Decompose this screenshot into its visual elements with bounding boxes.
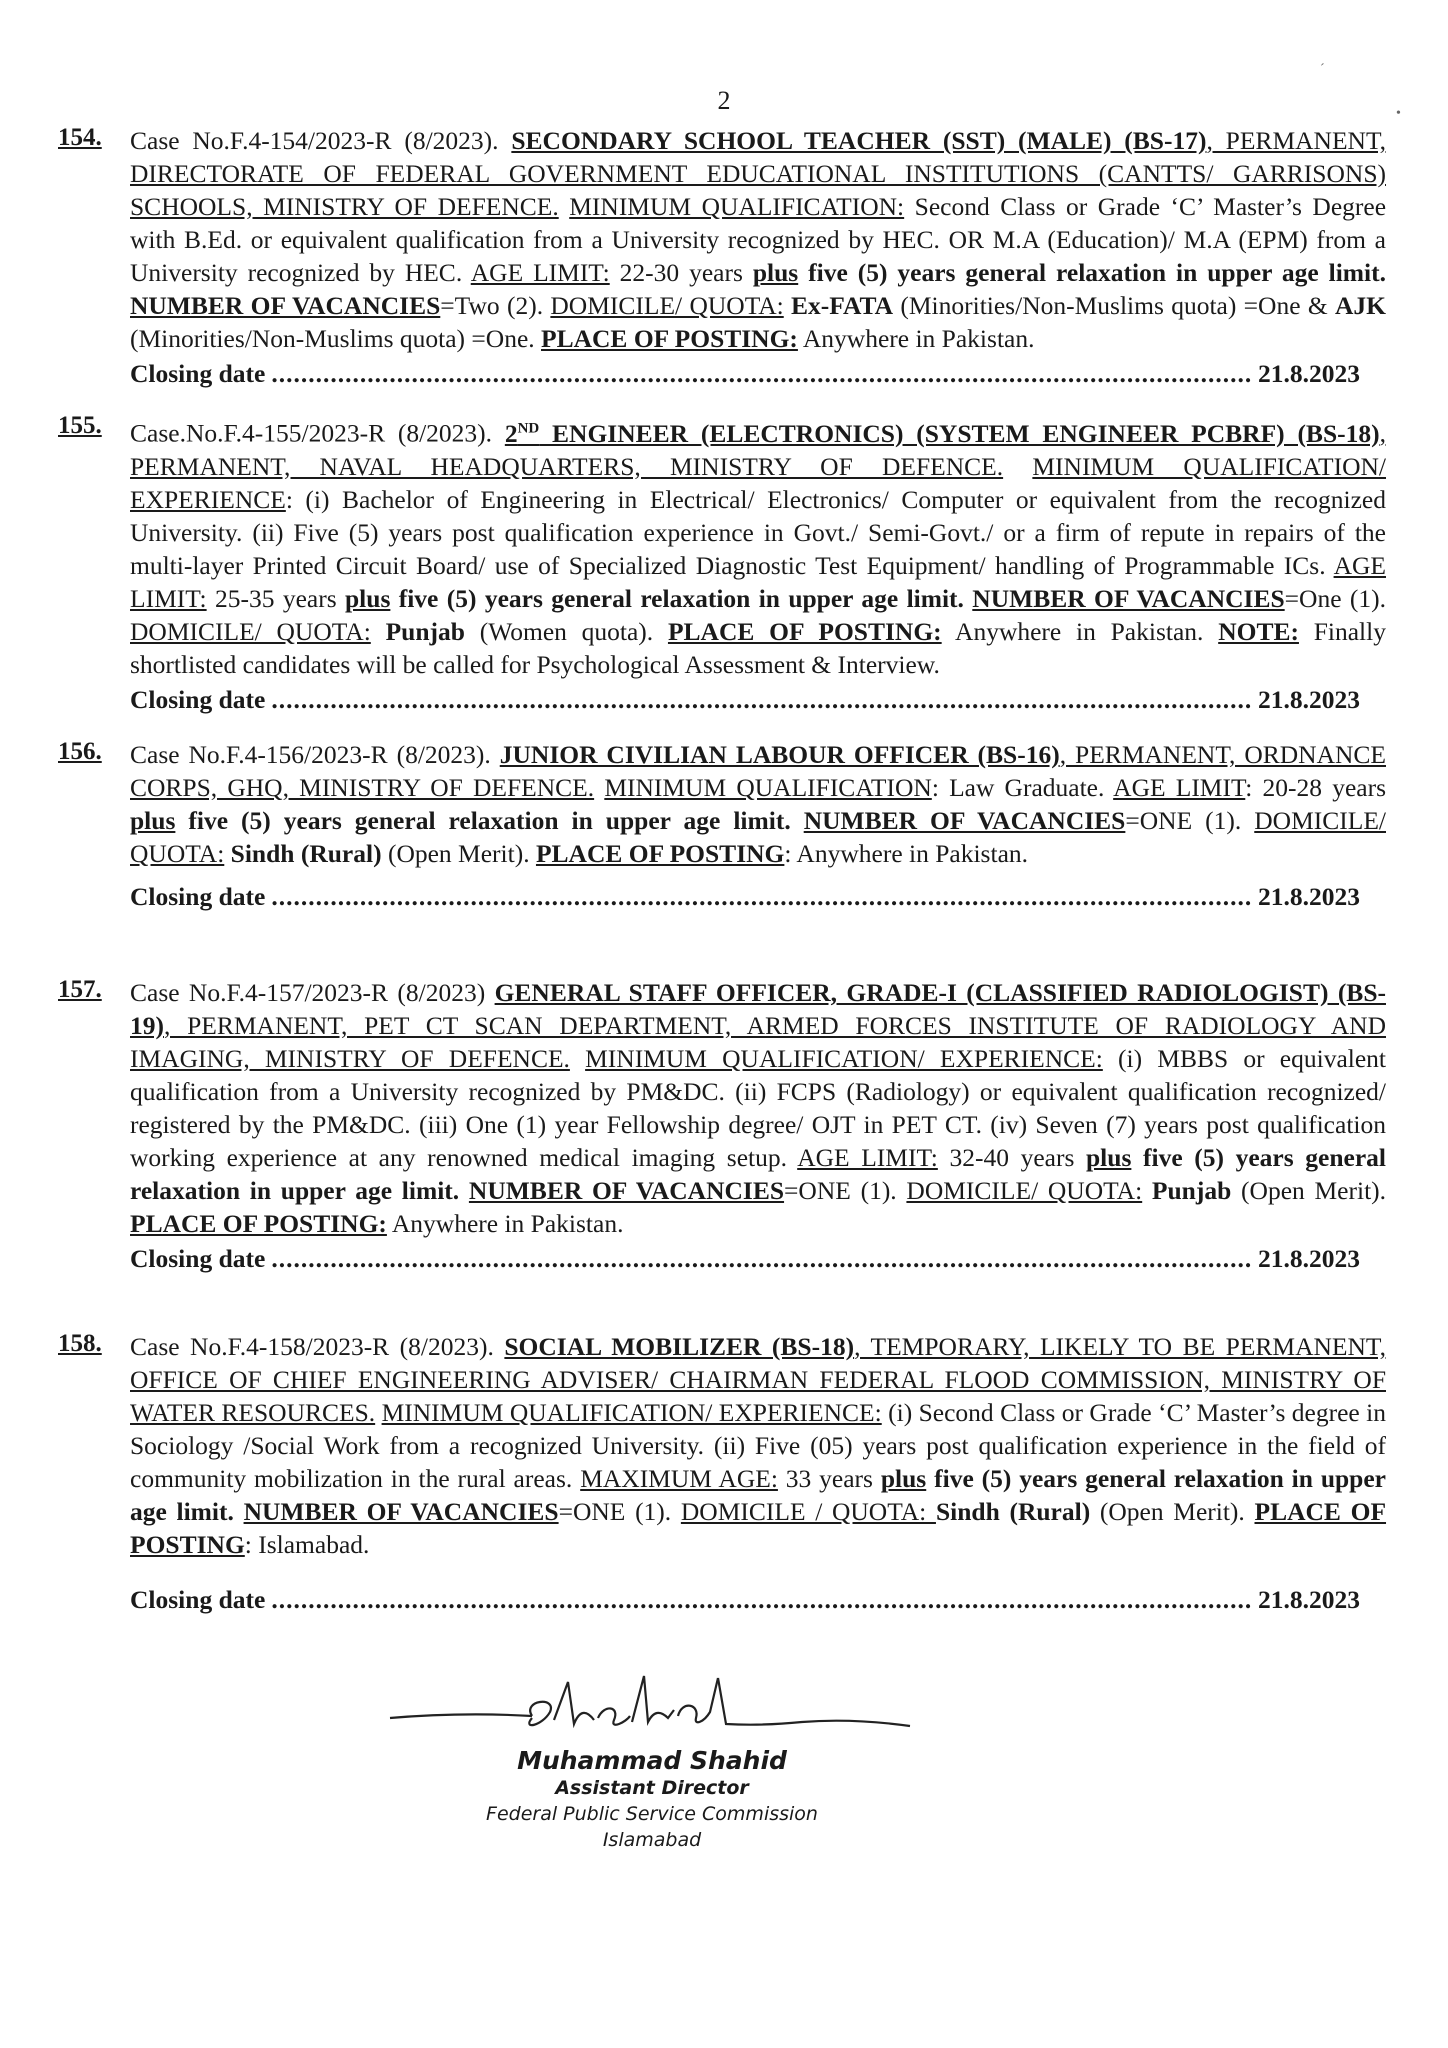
handwritten-signature bbox=[382, 1660, 922, 1740]
domicile-part: (Women quota). bbox=[464, 616, 668, 646]
domicile-part: Ex-FATA bbox=[783, 291, 894, 320]
vacancies-label: NUMBER OF VACANCIES bbox=[243, 1497, 559, 1526]
domicile-part: Punjab bbox=[1142, 1176, 1232, 1205]
vacancies-value: =ONE (1). bbox=[784, 1176, 907, 1205]
leader-dots bbox=[271, 683, 1252, 716]
qualification-label: MINIMUM QUALIFICATION/ EXPERIENCE: bbox=[381, 1398, 882, 1427]
entry-number: 157. bbox=[58, 976, 102, 1003]
posting-label: PLACE OF POSTING: bbox=[667, 616, 942, 646]
closing-date-line bbox=[130, 880, 1360, 913]
entry-number: 156. bbox=[58, 738, 102, 765]
entry-number: 154. bbox=[58, 124, 102, 151]
vacancies-label: NUMBER OF VACANCIES bbox=[972, 583, 1285, 613]
qualification-label: MINIMUM QUALIFICATION/ EXPERIENCE: bbox=[585, 1044, 1103, 1073]
case-number: Case No.F.4-158/2023-R (8/2023). bbox=[130, 1332, 505, 1361]
case-number: Case No.F.4-156/2023-R (8/2023). bbox=[130, 740, 500, 769]
domicile-part: (Open Merit). bbox=[381, 839, 536, 868]
vacancies-value: =One (1). bbox=[1284, 583, 1387, 613]
domicile-part: Sindh (Rural) bbox=[224, 839, 382, 868]
qualification-text: (i) Second Class or Grade ‘C’ Master’s degree in Sociology /Social Work from a recognized University. (ii) Five (05) years post qualification experience in the field of community mobilization in the rural areas. bbox=[130, 1398, 1386, 1493]
closing-date: 21.8.2023 bbox=[1258, 359, 1360, 388]
vacancies-label: NUMBER OF VACANCIES bbox=[803, 806, 1126, 835]
relaxation-text: five (5) years general relaxation in upper age limit. bbox=[130, 1464, 1386, 1526]
vacancy-entry-157 bbox=[58, 976, 1387, 1275]
post-title: GENERAL STAFF OFFICER, GRADE-I (CLASSIFIED RADIOLOGIST) (BS-19) bbox=[130, 978, 1386, 1040]
case-number: Case No.F.4-154/2023-R (8/2023). bbox=[130, 126, 512, 155]
post-ordinal: 2 bbox=[504, 418, 518, 448]
qualification-label: MINIMUM QUALIFICATION bbox=[604, 773, 932, 802]
note-label: NOTE: bbox=[1218, 616, 1299, 646]
post-details: , PERMANENT, PET CT SCAN DEPARTMENT, ARMED FORCES INSTITUTE OF RADIOLOGY AND IMAGING, MINISTRY OF DEFENCE. bbox=[130, 1011, 1386, 1073]
domicile-label: DOMICILE/ QUOTA: bbox=[130, 616, 371, 646]
qualification-text: : Law Graduate. bbox=[931, 773, 1114, 802]
posting-value: Anywhere in Pakistan. bbox=[797, 324, 1035, 353]
relaxation-text: five (5) years general relaxation in upper age limit. bbox=[130, 1143, 1386, 1205]
domicile-label: DOMICILE/ QUOTA: bbox=[906, 1176, 1143, 1205]
leader-dots bbox=[271, 880, 1252, 913]
domicile-part: AJK bbox=[1335, 291, 1386, 320]
post-details: , PERMANENT, ORDNANCE CORPS, GHQ, MINISTRY OF DEFENCE. bbox=[130, 740, 1386, 802]
scan-speck: • bbox=[1396, 106, 1401, 121]
posting-value: : Anywhere in Pakistan. bbox=[784, 839, 1029, 868]
qualification-label: MINIMUM QUALIFICATION: bbox=[569, 192, 905, 221]
signatory-city: Islamabad bbox=[602, 1829, 702, 1851]
leader-dots bbox=[271, 1583, 1252, 1616]
closing-date: 21.8.2023 bbox=[1258, 684, 1360, 714]
posting-label: PLACE OF POSTING: bbox=[541, 324, 798, 353]
post-details: , TEMPORARY, LIKELY TO BE PERMANENT, OFFICE OF CHIEF ENGINEERING ADVISER/ CHAIRMAN FEDERAL FLOOD COMMISSION, MINISTRY OF WATER RESOURCES. bbox=[130, 1332, 1386, 1427]
vacancy-entry-158 bbox=[58, 1330, 1387, 1616]
entry-body bbox=[130, 976, 1386, 1240]
qualification-text: (i) MBBS or equivalent qualification from a University recognized by PM&DC. (ii) FCPS (Radiology) or equivalent qualification recognized/ registered by the PM&DC. (iii) One (1) year Fellowship degree/ OJT in PET CT. (iv) Seven (7) years post qualification working experience at any renowned medical imaging setup. bbox=[130, 1044, 1386, 1172]
domicile-part: (Open Merit). bbox=[1231, 1176, 1387, 1205]
closing-date-line bbox=[130, 683, 1360, 716]
closing-date: 21.8.2023 bbox=[1258, 1585, 1360, 1614]
posting-label: PLACE OF POSTING bbox=[130, 1497, 1387, 1559]
post-details: , PERMANENT, NAVAL HEADQUARTERS, MINISTRY OF DEFENCE. bbox=[130, 418, 1386, 481]
page-number: 2 bbox=[717, 86, 731, 115]
qualification-label: MINIMUM QUALIFICATION/ EXPERIENCE bbox=[130, 451, 1386, 514]
domicile-part: (Open Merit). bbox=[1090, 1497, 1255, 1526]
age-limit-label: AGE LIMIT: bbox=[797, 1143, 938, 1172]
age-limit-value: 25-35 years bbox=[206, 583, 345, 613]
domicile-part: (Minorities/Non-Muslims quota) =One. bbox=[130, 324, 542, 353]
posting-value: Anywhere in Pakistan. bbox=[941, 616, 1204, 646]
qualification-text: Second Class or Grade ‘C’ Master’s Degree with B.Ed. or equivalent qualification from a University recognized by HEC. OR M.A (Education)/ M.A (EPM) from a University recognized by HEC. bbox=[130, 192, 1387, 287]
closing-date-label: Closing date bbox=[130, 882, 266, 911]
entry-number: 158. bbox=[58, 1330, 102, 1357]
closing-date: 21.8.2023 bbox=[1258, 882, 1360, 911]
closing-date-label: Closing date bbox=[130, 1585, 266, 1614]
signatory-organization: Federal Public Service Commission bbox=[486, 1803, 818, 1825]
case-number: Case.No.F.4-155/2023-R (8/2023). bbox=[130, 418, 505, 448]
entry-body bbox=[130, 1330, 1386, 1561]
posting-label: PLACE OF POSTING: bbox=[130, 1209, 387, 1238]
relaxation-text: five (5) years general relaxation in upper age limit. bbox=[390, 583, 964, 613]
plus-keyword: plus bbox=[130, 806, 176, 835]
plus-keyword: plus bbox=[345, 583, 391, 613]
case-number: Case No.F.4-157/2023-R (8/2023) bbox=[130, 978, 495, 1007]
entry-body bbox=[130, 124, 1386, 355]
vacancy-entry-154 bbox=[58, 124, 1387, 390]
vacancy-entry-156 bbox=[58, 738, 1387, 913]
plus-keyword: plus bbox=[1086, 1143, 1132, 1172]
age-limit-value: 33 years bbox=[777, 1464, 881, 1493]
post-title bbox=[505, 419, 1380, 448]
closing-date-label: Closing date bbox=[130, 359, 266, 388]
post-title: SOCIAL MOBILIZER (BS-18) bbox=[504, 1332, 855, 1361]
posting-value: Anywhere in Pakistan. bbox=[386, 1209, 624, 1238]
vacancies-value: =ONE (1). bbox=[558, 1497, 681, 1526]
closing-date-line bbox=[130, 1583, 1360, 1616]
closing-date-label: Closing date bbox=[130, 684, 266, 714]
closing-date-label: Closing date bbox=[130, 1244, 266, 1273]
age-limit-label: AGE LIMIT bbox=[1113, 773, 1246, 802]
age-limit-value: 22-30 years bbox=[609, 258, 753, 287]
posting-label: PLACE OF POSTING bbox=[535, 839, 785, 868]
age-limit-label: MAXIMUM AGE: bbox=[580, 1464, 778, 1493]
entry-body bbox=[130, 412, 1386, 681]
domicile-part: Sindh (Rural) bbox=[935, 1497, 1091, 1526]
age-limit-label: AGE LIMIT: bbox=[130, 550, 1386, 613]
relaxation-text: five (5) years general relaxation in upper age limit. bbox=[798, 258, 1386, 287]
signatory-title: Assistant Director bbox=[555, 1777, 749, 1799]
domicile-label: DOMICILE/ QUOTA: bbox=[130, 806, 1386, 868]
scan-speck: ˊ bbox=[1320, 62, 1325, 77]
post-title-text: ENGINEER (ELECTRONICS) (SYSTEM ENGINEER PCBRF) (BS-18) bbox=[539, 418, 1380, 448]
domicile-part: Punjab bbox=[370, 616, 465, 646]
post-title: SECONDARY SCHOOL TEACHER (SST) (MALE) (BS-17) bbox=[511, 126, 1207, 155]
closing-date-line bbox=[130, 357, 1360, 390]
vacancies-label: NUMBER OF VACANCIES bbox=[130, 291, 441, 320]
signature-block bbox=[372, 1660, 932, 1853]
post-ordinal-suffix: ND bbox=[517, 420, 540, 436]
vacancy-entry-155 bbox=[58, 412, 1387, 716]
domicile-label: DOMICILE/ QUOTA: bbox=[550, 291, 784, 320]
entry-number: 155. bbox=[58, 412, 102, 439]
leader-dots bbox=[271, 357, 1252, 390]
domicile-part: (Minorities/Non-Muslims quota) =One & bbox=[893, 291, 1335, 320]
vacancies-value: =Two (2). bbox=[440, 291, 551, 320]
vacancies-value: =ONE (1). bbox=[1125, 806, 1255, 835]
closing-date: 21.8.2023 bbox=[1258, 1244, 1360, 1273]
age-limit-label: AGE LIMIT: bbox=[470, 258, 610, 287]
signatory-name: Muhammad Shahid bbox=[517, 1746, 787, 1775]
vacancies-label: NUMBER OF VACANCIES bbox=[468, 1176, 785, 1205]
domicile-label: DOMICILE / QUOTA: bbox=[680, 1497, 936, 1526]
note-text: Finally shortlisted candidates will be called for Psychological Assessment & Interview. bbox=[130, 616, 1386, 679]
plus-keyword: plus bbox=[752, 258, 799, 287]
post-title: JUNIOR CIVILIAN LABOUR OFFICER (BS-16) bbox=[499, 740, 1060, 769]
qualification-text: : (i) Bachelor of Engineering in Electrical/ Electronics/ Computer or equivalent from the recognized University. (ii) Five (5) years post qualification experience in Govt./ Semi-Govt./ or a firm of repute in repairs of the multi-layer Printed Circuit Board/ use of Specialized Diagnostic Test Equipment/ handling of Programmable ICs. bbox=[130, 484, 1386, 580]
leader-dots bbox=[271, 1242, 1252, 1275]
age-limit-value: : 20-28 years bbox=[1245, 773, 1387, 802]
entry-body bbox=[130, 738, 1386, 870]
posting-value: : Islamabad. bbox=[244, 1530, 370, 1559]
plus-keyword: plus bbox=[880, 1464, 927, 1493]
closing-date-line bbox=[130, 1242, 1360, 1275]
relaxation-text: five (5) years general relaxation in upper age limit. bbox=[175, 806, 791, 835]
age-limit-value: 32-40 years bbox=[937, 1143, 1086, 1172]
post-details: , PERMANENT, DIRECTORATE OF FEDERAL GOVERNMENT EDUCATIONAL INSTITUTIONS (CANTTS/ GARRISONS) SCHOOLS, MINISTRY OF DEFENCE. bbox=[130, 126, 1386, 221]
